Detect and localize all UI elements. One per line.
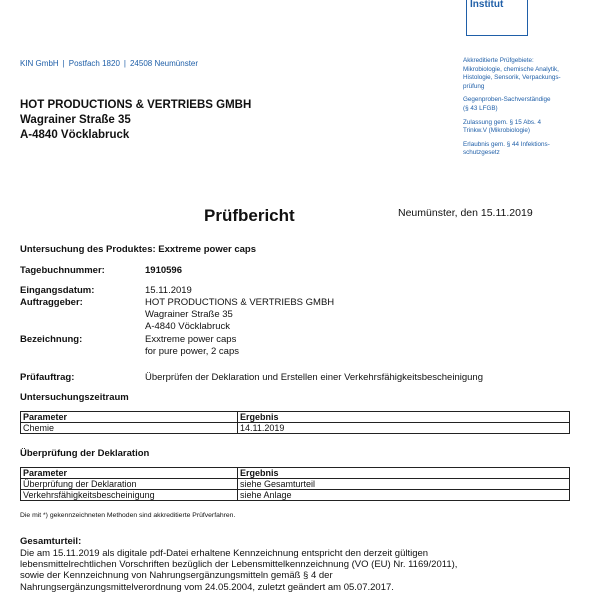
period-table [20,411,570,434]
sender-company: KIN GmbH [20,59,59,68]
report-title: Prüfbericht [204,206,295,225]
table-header-row [21,412,570,423]
recipient-street: Wagrainer Straße 35 [20,114,131,126]
recipient-name: HOT PRODUCTIONS & VERTRIEBS GMBH [20,99,252,111]
accreditation-info [463,57,593,163]
declaration-cell-result: siehe Gesamturteil [238,479,570,490]
sender-city: 24508 Neumünster [129,59,199,68]
declaration-table [20,467,570,501]
client-line-3: A-4840 Vöcklabruck [145,321,231,332]
client-label: Auftraggeber: [20,297,83,308]
declaration-cell-parameter: Verkehrsfähigkeitsbescheinigung [21,490,238,501]
declaration-heading: Überprüfung der Deklaration [20,448,150,459]
period-header-parameter: Parameter [21,412,238,423]
subject-line: Untersuchung des Produktes: Exxtreme power caps [20,244,256,255]
designation-label: Bezeichnung: [20,334,83,345]
declaration-header-parameter: Parameter [21,468,238,479]
journal-value: 1910596 [145,265,182,276]
accreditation-counter-samples: Gegenproben-Sachverständige (§ 43 LFGB) [463,96,551,112]
footnote: Die mit *) gekennzeichneten Methoden sind akkreditierte Prüfverfahren. [20,512,236,519]
recipient-city: A-4840 Vöcklabruck [20,129,130,141]
table-header-row [21,468,570,479]
client-line-1: HOT PRODUCTIONS & VERTRIEBS GMBH [145,297,335,308]
summary-line: sowie der Kennzeichnung von Nahrungsergänzungsmitteln gemäß § 4 der [20,570,333,582]
accreditation-approval: Zulassung gem. § 15 Abs. 4 Trinkw.V (Mikrobiologie) [463,118,542,135]
accreditation-permit: Erlaubnis gem. § 44 Infektions- schutzgesetz [463,140,550,157]
period-cell-result: 14.11.2019 [238,423,570,434]
period-heading: Untersuchungszeitraum [20,392,129,403]
period-cell-parameter: Chemie [21,423,238,434]
summary-line: Nahrungsergänzungsmittelverordnung vom 24.05.2004, zuletzt geändert am 05.07.2017. [20,581,394,593]
order-label: Prüfauftrag: [20,372,75,383]
period-header-result: Ergebnis [238,412,570,423]
order-value: Überprüfen der Deklaration und Erstellen einer Verkehrsfähigkeitsbescheinigung [145,372,483,383]
summary-line: Die am 15.11.2019 als digitale pdf-Datei erhaltene Kennzeichnung entspricht den derzeit gültigen [20,548,429,559]
summary-heading: Gesamturteil: [20,536,82,547]
declaration-cell-parameter: Überprüfung der Deklaration [21,479,238,490]
recipient-address [20,98,251,143]
institute-logo-label: Institut [470,0,504,10]
designation-line-1: Exxtreme power caps [145,334,237,345]
accreditation-areas: Akkreditierte Prüfgebiete: Mikrobiologie, chemische Analytik, Histologie, Sensorik, Verpackungs- prüfung [463,57,561,90]
client-line-2: Wagrainer Straße 35 [145,309,233,320]
table-row [21,490,570,501]
institute-logo [466,0,528,36]
table-row [21,479,570,490]
sender-postbox: Postfach 1820 [68,59,120,68]
designation-line-2: for pure power, 2 caps [145,346,239,357]
place-date: Neumünster, den 15.11.2019 [398,207,533,219]
declaration-cell-result: siehe Anlage [238,490,570,501]
journal-label: Tagebuchnummer: [20,265,105,276]
received-label: Eingangsdatum: [20,285,95,296]
summary-text [20,548,580,593]
table-row [21,423,570,434]
summary-line: lebensmittelrechtlichen Vorschriften bezüglich der Lebensmittelkennzeichnung (VO (EU) Nr. 1169/2011), [20,559,458,571]
sender-line: KIN GmbH | Postfach 1820 | 24508 Neumünster [20,59,199,68]
declaration-header-result: Ergebnis [238,468,570,479]
received-value: 15.11.2019 [145,285,192,296]
